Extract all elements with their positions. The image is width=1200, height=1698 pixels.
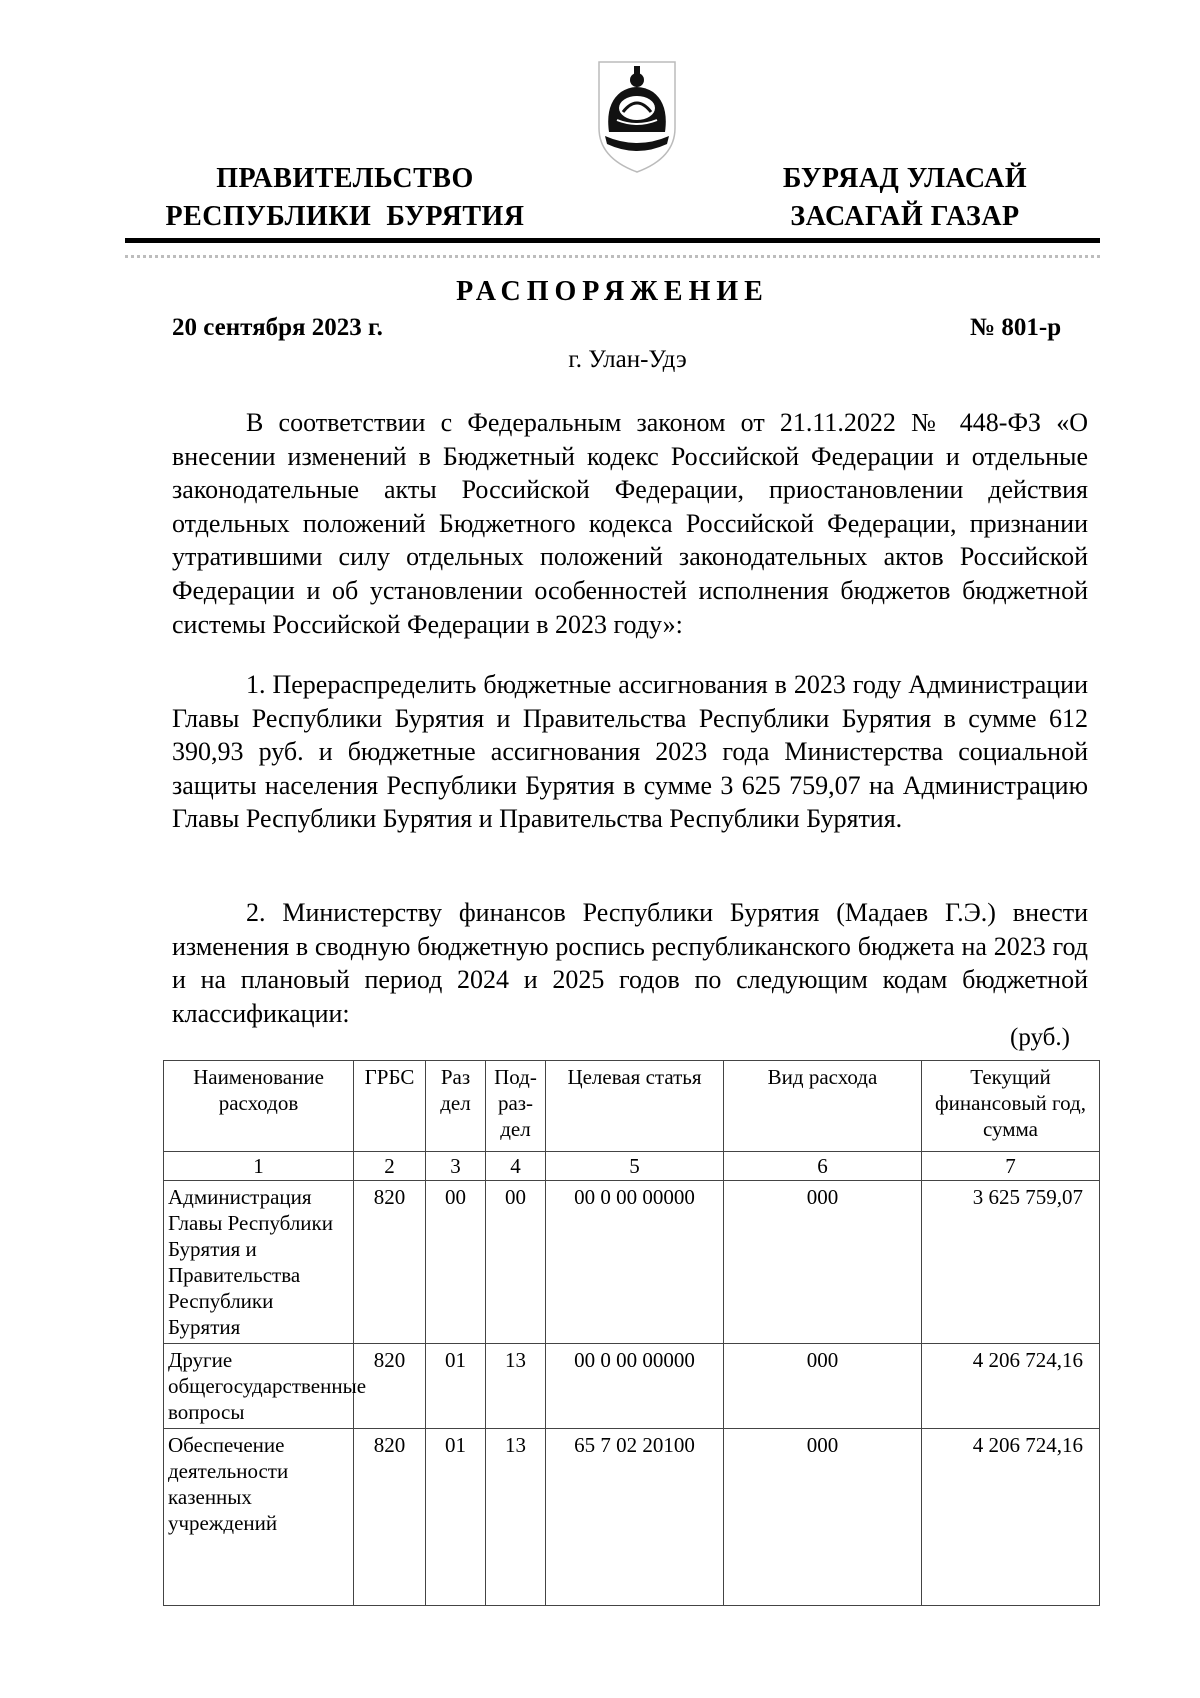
column-number: 6 <box>724 1152 922 1181</box>
org-name-russian <box>150 160 540 236</box>
org-name-buryat-line1: БУРЯАД УЛАСАЙ <box>782 163 1028 194</box>
budget-table <box>163 1060 1100 1606</box>
column-header-amount: Текущий финансовый год, сумма <box>922 1061 1100 1152</box>
document-city: г. Улан-Удэ <box>568 346 687 373</box>
org-name-russian-line1: ПРАВИТЕЛЬСТВО <box>216 163 474 194</box>
row-section: 01 <box>426 1429 486 1606</box>
republic-emblem-icon <box>595 58 679 176</box>
row-grbs: 820 <box>354 1181 426 1344</box>
row-name: Обеспечение деятельности казенных учреждений <box>164 1429 354 1606</box>
column-header-section: Раз дел <box>426 1061 486 1152</box>
table-unit-label: (руб.) <box>1010 1024 1070 1051</box>
document-date: 20 сентября 2023 г. <box>172 314 383 341</box>
row-subsection: 00 <box>486 1181 546 1344</box>
header-rule <box>125 238 1100 243</box>
column-header-name: Наименование расходов <box>164 1061 354 1152</box>
row-name: Администрация Главы Республики Бурятия и Правительства Республики Бурятия <box>164 1181 354 1344</box>
column-number: 7 <box>922 1152 1100 1181</box>
row-name: Другие общегосударственные вопросы <box>164 1344 354 1429</box>
org-name-buryat <box>755 160 1055 236</box>
row-grbs: 820 <box>354 1344 426 1429</box>
table-row <box>164 1429 1100 1606</box>
header-dotted-rule <box>125 255 1100 258</box>
row-amount: 3 625 759,07 <box>922 1181 1100 1344</box>
org-name-russian-line2: РЕСПУБЛИКИ БУРЯТИЯ <box>165 201 525 232</box>
column-header-target: Целевая статья <box>546 1061 724 1152</box>
table-row <box>164 1181 1100 1344</box>
column-header-expense-type: Вид расхода <box>724 1061 922 1152</box>
row-section: 00 <box>426 1181 486 1344</box>
item-1-paragraph: 1. Перераспределить бюджетные ассигнования в 2023 году Администрации Главы Республики Бурятия и Правительства Республики Бурятия в сумме 612 390,93 руб. и бюджетные ассигнования 2023 года Министерства социальной защиты населения Республики Бурятия в сумме 3 625 759,07 на Администрацию Главы Республики Бурятия и Правительства Республики Бурятия. <box>172 670 1088 834</box>
row-expense-type: 000 <box>724 1344 922 1429</box>
row-amount: 4 206 724,16 <box>922 1429 1100 1606</box>
column-number: 1 <box>164 1152 354 1181</box>
row-target: 65 7 02 20100 <box>546 1429 724 1606</box>
column-number: 3 <box>426 1152 486 1181</box>
org-name-buryat-line2: ЗАСАГАЙ ГАЗАР <box>790 201 1020 232</box>
document-number: № 801-р <box>970 314 1062 341</box>
row-section: 01 <box>426 1344 486 1429</box>
column-header-grbs: ГРБС <box>354 1061 426 1152</box>
document-title: РАСПОРЯЖЕНИЕ <box>456 276 769 307</box>
row-grbs: 820 <box>354 1429 426 1606</box>
column-number-row <box>164 1152 1100 1181</box>
row-subsection: 13 <box>486 1344 546 1429</box>
preamble-paragraph: В соответствии с Федеральным законом от 21.11.2022 № 448-ФЗ «О внесении изменений в Бюджетный кодекс Российской Федерации и отдельные законодательные акты Российской Федерации, приостановлении действия отдельных положений Бюджетного кодекса Российской Федерации, признании утратившими силу отдельных положений законодательных актов Российской Федерации и об установлении особенностей исполнения бюджетов бюджетной системы Российской Федерации в 2023 году»: <box>172 408 1088 639</box>
column-number: 2 <box>354 1152 426 1181</box>
column-header-subsection: Под- раз- дел <box>486 1061 546 1152</box>
row-subsection: 13 <box>486 1429 546 1606</box>
item-2-paragraph: 2. Министерству финансов Республики Бурятия (Мадаев Г.Э.) внести изменения в сводную бюджетную роспись республиканского бюджета на 2023 год и на плановый период 2024 и 2025 годов по следующим кодам бюджетной классификации: <box>172 898 1088 1028</box>
row-expense-type: 000 <box>724 1181 922 1344</box>
row-target: 00 0 00 00000 <box>546 1344 724 1429</box>
row-expense-type: 000 <box>724 1429 922 1606</box>
row-amount: 4 206 724,16 <box>922 1344 1100 1429</box>
row-target: 00 0 00 00000 <box>546 1181 724 1344</box>
table-header-row <box>164 1061 1100 1152</box>
column-number: 4 <box>486 1152 546 1181</box>
column-number: 5 <box>546 1152 724 1181</box>
table-row <box>164 1344 1100 1429</box>
